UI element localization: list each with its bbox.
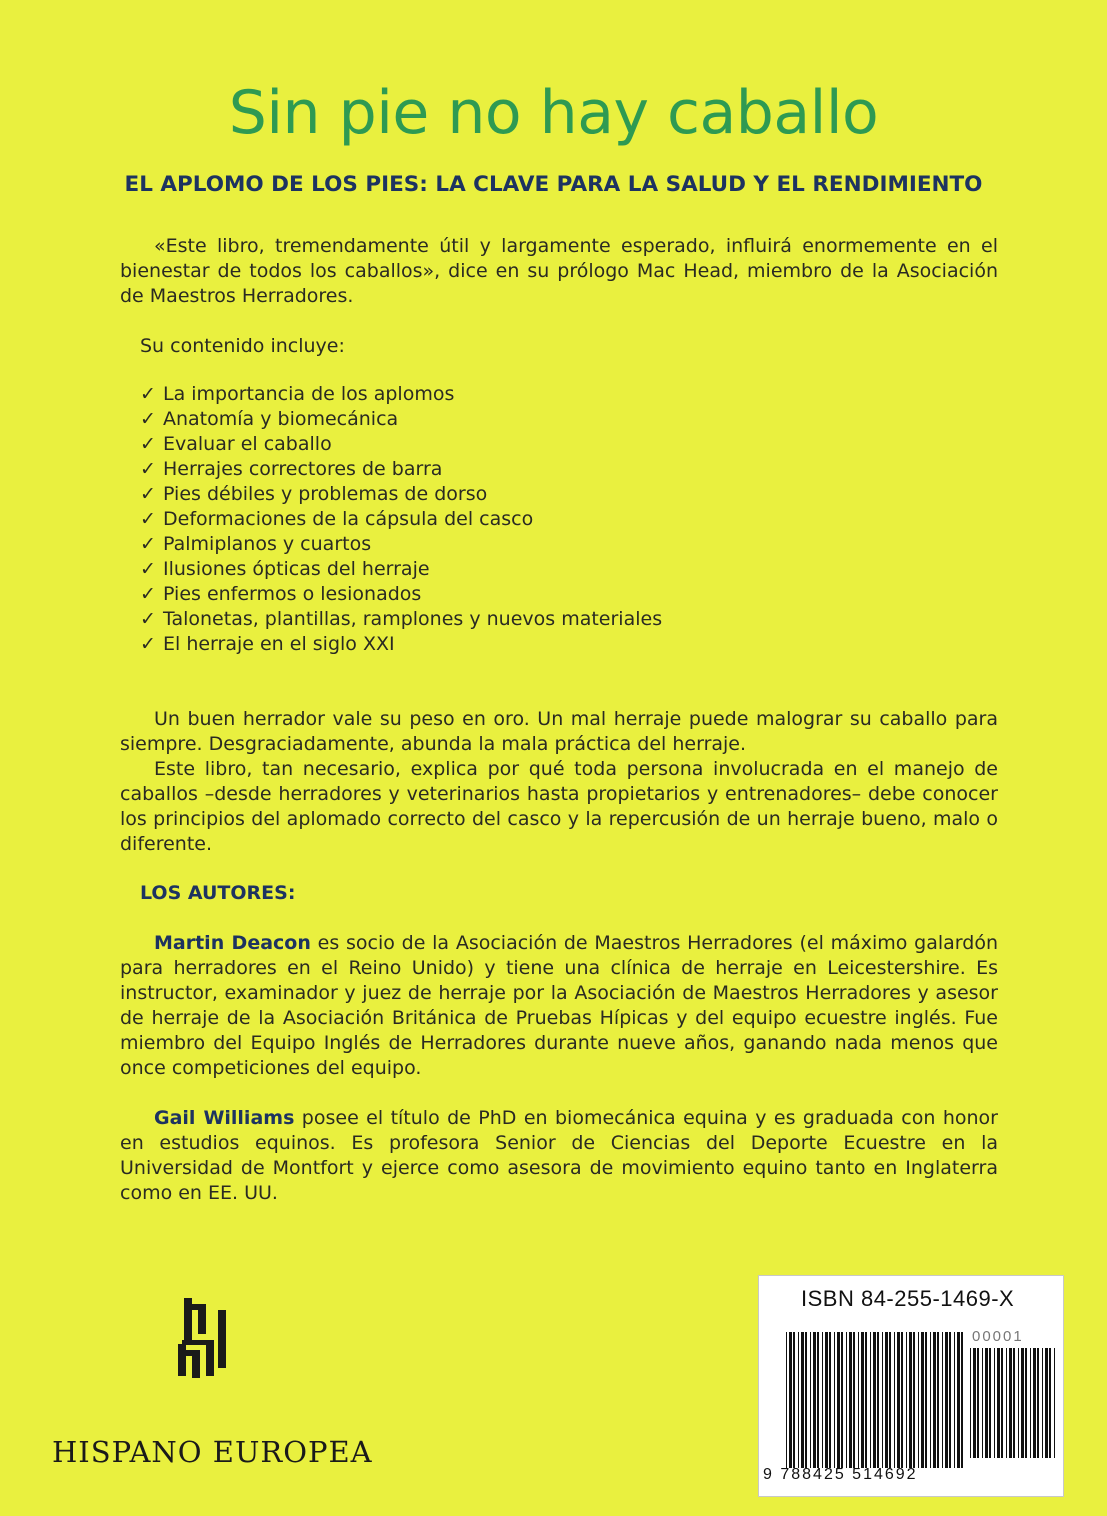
authors-heading: LOS AUTORES: [140,882,296,904]
isbn-label: ISBN 84-255-1469-X [801,1286,1015,1311]
barcode-bar [909,1332,912,1468]
check-icon: ✓ [140,558,156,580]
check-icon: ✓ [140,533,156,555]
publisher-logo-icon [174,1290,234,1390]
list-item [140,407,662,432]
list-item-label: Herrajes correctores de barra [163,458,443,480]
barcode-bar [913,1332,915,1468]
barcode-bar [970,1348,971,1458]
barcode-bar [889,1332,891,1468]
barcode-bar [822,1332,823,1468]
description-paragraph-2: Este libro, tan necesario, explica por qué toda persona involucrada en el manejo de caballos –desde herradores y veterinarios hasta propietarios y entrenadores– debe conocer los principios del aplomado correcto del casco y la repercusión de un herraje bueno, malo o diferente. [120,758,998,855]
list-item-label: Deformaciones de la cápsula del casco [163,508,534,530]
intro-paragraph: «Este libro, tremendamente útil y largamente esperado, influirá enormemente en el bienestar de todos los caballos», dice en su prólogo Mac Head, miembro de la Asociación de Maestros Herradores. [120,235,998,307]
barcode-bar [906,1332,907,1468]
barcode-bar [1018,1348,1019,1458]
check-icon: ✓ [140,583,156,605]
list-item-label: Evaluar el caballo [163,433,332,455]
ean-barcode-icon [786,1332,966,1468]
check-icon: ✓ [140,633,156,655]
barcode-bar [841,1332,843,1468]
list-item [140,432,662,457]
barcode-bar [825,1332,828,1468]
barcode-bar [853,1332,855,1468]
author-bio-1 [120,931,998,1081]
check-icon: ✓ [140,458,156,480]
barcode-bar [801,1332,804,1468]
barcode-bar [805,1332,807,1468]
check-icon: ✓ [140,483,156,505]
contents-list [140,382,662,657]
author-bio-text-2: posee el título de PhD en biomecánica equina y es graduada con honor en estudios equinos. Es profesora Senior de Ciencias del Deporte Ecuestre en la Universidad de Montfort y ejerce como asesora de movimiento equino tanto en Inglaterra como en EE. UU. [120,1107,998,1204]
barcode-bar [1006,1348,1007,1458]
list-item-label: La importancia de los aplomos [163,383,455,405]
barcode-bar [858,1332,859,1468]
barcode-bar [1045,1348,1048,1458]
barcode-bar [793,1332,795,1468]
barcode-bar [873,1332,876,1468]
barcode-bar [977,1348,979,1458]
intro-section [120,234,998,309]
barcode-bar [861,1332,864,1468]
author-bio-text-1: es socio de la Asociación de Maestros Herradores (el máximo galardón para herradores en el Reino Unido) y tiene una clínica de herraje en Leicestershire. Es instructor, examinador y juez de herraje por la Asociación de Maestros Herradores y asesor de herraje de la Asociación Británica de Pruebas Hípicas y del equipo ecuestre inglés. Fue miembro del Equipo Inglés de Herradores durante nueve años, ganando nada menos que once competiciones del equipo. [120,932,999,1079]
barcode-bar [957,1332,960,1468]
barcode-bar [1037,1348,1039,1458]
barcode-bar [885,1332,888,1468]
book-title: Sin pie no hay caballo [228,78,879,148]
barcode-bar [921,1332,924,1468]
barcode-bar [846,1332,847,1468]
barcode-bar [901,1332,903,1468]
barcode-bar [985,1348,988,1458]
check-icon: ✓ [140,408,156,430]
barcode-bar [973,1348,976,1458]
contents-label-section [140,334,1018,359]
barcode-panel [758,1275,1064,1497]
barcode-bar [789,1332,792,1468]
barcode-bar [933,1332,936,1468]
author-bio-2 [120,1106,998,1206]
list-item-label: Talonetas, plantillas, ramplones y nuevos materiales [163,608,663,630]
check-icon: ✓ [140,433,156,455]
barcode-bar [865,1332,867,1468]
barcode-bar [949,1332,951,1468]
author-section-1 [120,931,998,1081]
barcode-bar [954,1332,955,1468]
barcode-bar [897,1332,900,1468]
addon-barcode-icon [970,1348,1058,1458]
publisher-name: HISPANO EUROPEA [52,1435,373,1469]
barcode-bar [937,1332,939,1468]
description-paragraph-1: Un buen herrador vale su peso en oro. Un mal herraje puede malograr su caballo para siempre. Desgraciadamente, abunda la mala práctica del herraje. [120,708,998,755]
barcode-bar [837,1332,840,1468]
barcode-bar [997,1348,1000,1458]
ean-digits: 9 788425 514692 [763,1466,918,1483]
barcode-bar [798,1332,799,1468]
barcode-bar [1033,1348,1036,1458]
list-item [140,482,662,507]
list-item-label: Pies enfermos o lesionados [163,583,422,605]
barcode-bar [918,1332,919,1468]
barcode-bar [945,1332,948,1468]
barcode-bar [1001,1348,1003,1458]
contents-label: Su contenido incluye: [140,335,345,357]
barcode-bar [1042,1348,1043,1458]
list-item-label: Pies débiles y problemas de dorso [163,483,488,505]
check-icon: ✓ [140,608,156,630]
list-item [140,557,662,582]
barcode-bar [1030,1348,1031,1458]
book-subtitle: EL APLOMO DE LOS PIES: LA CLAVE PARA LA SALUD Y EL RENDIMIENTO [124,172,983,197]
barcode-bar [882,1332,883,1468]
barcode-bar [813,1332,816,1468]
barcode-bar [982,1348,983,1458]
barcode-bar [930,1332,931,1468]
barcode-bar [961,1332,963,1468]
list-item [140,582,662,607]
list-item-label: Anatomía y biomecánica [163,408,399,430]
barcode-bar [1054,1348,1055,1458]
list-item-label: Palmiplanos y cuartos [163,533,372,555]
addon-digits: 00001 [972,1328,1024,1345]
barcode-bar [1049,1348,1051,1458]
barcode-bar [942,1332,943,1468]
barcode-bar [810,1332,811,1468]
list-item-label: El herraje en el siglo XXI [163,633,395,655]
barcode-bar [994,1348,995,1458]
list-item [140,632,662,657]
list-item [140,382,662,407]
barcode-bar [989,1348,991,1458]
list-item-label: Ilusiones ópticas del herraje [163,558,430,580]
barcode-bar [849,1332,852,1468]
barcode-bar [786,1332,787,1468]
barcode-bar [834,1332,835,1468]
author-name-2: Gail Williams [154,1107,295,1129]
barcode-bar [829,1332,831,1468]
barcode-bar [1025,1348,1027,1458]
barcode-bar [817,1332,819,1468]
barcode-bar [877,1332,879,1468]
check-icon: ✓ [140,508,156,530]
barcode-bar [870,1332,871,1468]
barcode-bar [1009,1348,1012,1458]
list-item [140,532,662,557]
list-item [140,457,662,482]
barcode-bar [1021,1348,1024,1458]
barcode-bar [894,1332,895,1468]
barcode-bar [1013,1348,1015,1458]
list-item [140,607,662,632]
author-section-2 [120,1106,998,1206]
description-section [120,707,998,857]
author-name-1: Martin Deacon [154,932,311,954]
list-item [140,507,662,532]
check-icon: ✓ [140,383,156,405]
barcode-bar [925,1332,927,1468]
